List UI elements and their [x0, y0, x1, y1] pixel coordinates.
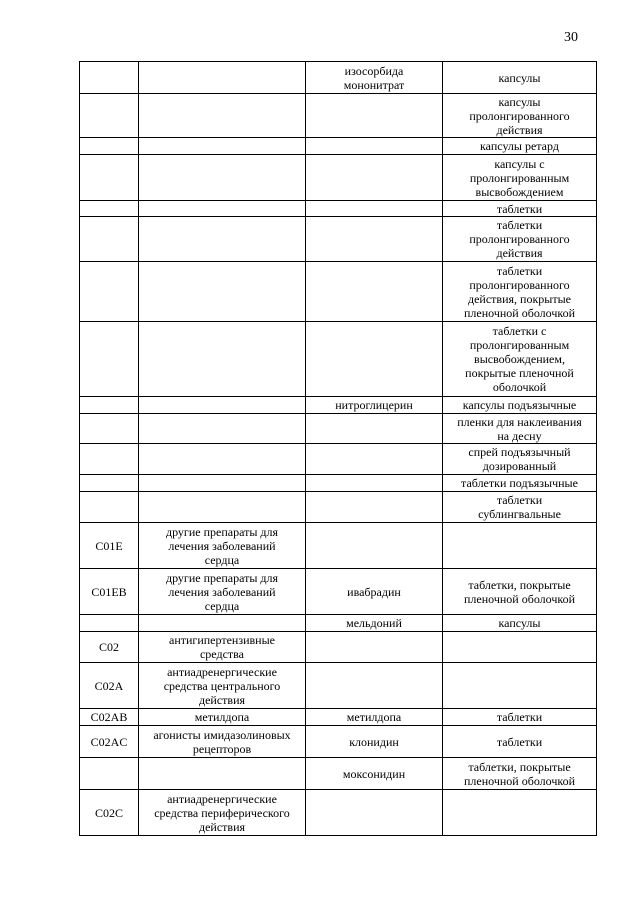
dosage-form-cell: [443, 663, 597, 709]
dosage-form-cell-text: капсулы ретард: [480, 139, 559, 153]
atc-code-cell: [80, 155, 139, 201]
dosage-form-cell: [443, 632, 597, 663]
dosage-form-cell-text: капсулы с пролонгированным высвобождением: [469, 156, 570, 199]
substance-cell: [306, 523, 443, 569]
dosage-form-cell-text: таблетки: [496, 201, 543, 216]
dosage-form-cell: [443, 475, 597, 492]
dosage-form-cell: [443, 138, 597, 155]
table-row: [80, 138, 597, 155]
table-row: [80, 94, 597, 138]
table-row: [80, 663, 597, 709]
dosage-form-cell-text: таблетки, покрытые пленочной оболочкой: [463, 577, 576, 606]
dosage-form-cell: [443, 414, 597, 444]
table-row: [80, 790, 597, 836]
group-name-cell: [139, 758, 306, 790]
dosage-form-cell: [443, 569, 597, 615]
group-name-cell: [139, 615, 306, 632]
atc-code-cell: [80, 138, 139, 155]
atc-code-cell: [80, 709, 139, 726]
atc-code-cell: [80, 492, 139, 523]
dosage-form-cell: [443, 758, 597, 790]
substance-cell: [306, 475, 443, 492]
group-name-cell: [139, 217, 306, 262]
group-name-cell: [139, 155, 306, 201]
substance-cell-text: мельдоний: [346, 616, 402, 630]
group-name-cell-text: другие препараты для лечения заболеваний сердца: [165, 570, 279, 613]
group-name-cell: [139, 709, 306, 726]
table-row: [80, 523, 597, 569]
group-name-cell: [139, 790, 306, 836]
table-row: [80, 632, 597, 663]
dosage-form-cell: [443, 492, 597, 523]
substance-cell: [306, 444, 443, 475]
group-name-cell: [139, 201, 306, 217]
substance-cell: [306, 322, 443, 397]
atc-code-cell-text: C02A: [94, 678, 124, 693]
substance-cell-text: метилдопа: [346, 710, 402, 724]
table-row: [80, 155, 597, 201]
dosage-form-cell: [443, 523, 597, 569]
atc-code-cell: [80, 94, 139, 138]
group-name-cell-text: антигипертензивные средства: [169, 633, 275, 661]
substance-cell: [306, 62, 443, 94]
atc-code-cell-text: C02AB: [90, 710, 128, 724]
dosage-form-cell: [443, 615, 597, 632]
group-name-cell: [139, 414, 306, 444]
atc-code-cell: [80, 663, 139, 709]
table-row: [80, 444, 597, 475]
dosage-form-cell: [443, 322, 597, 397]
dosage-form-cell: [443, 94, 597, 138]
group-name-cell-text: метилдопа: [194, 710, 250, 724]
table-row: [80, 726, 597, 758]
group-name-cell: [139, 94, 306, 138]
substance-cell: [306, 397, 443, 414]
dosage-form-cell: [443, 709, 597, 726]
group-name-cell: [139, 262, 306, 322]
dosage-form-cell-text: капсулы: [498, 616, 541, 630]
atc-code-cell: [80, 217, 139, 262]
atc-code-cell: [80, 632, 139, 663]
table-row: [80, 615, 597, 632]
substance-cell-text: ивабрадин: [347, 584, 401, 599]
table-row: [80, 758, 597, 790]
table-row: [80, 492, 597, 523]
table-row: [80, 397, 597, 414]
dosage-form-cell: [443, 62, 597, 94]
substance-cell-text: изосорбида мононитрат: [343, 63, 405, 92]
dosage-form-cell-text: таблетки пролонгированного действия: [469, 218, 570, 260]
group-name-cell: [139, 322, 306, 397]
group-name-cell: [139, 726, 306, 758]
dosage-form-cell-text: спрей подъязычный дозированный: [468, 445, 571, 473]
group-name-cell-text: антиадренергические средства периферического действия: [154, 791, 290, 834]
atc-code-cell: [80, 397, 139, 414]
dosage-form-cell: [443, 201, 597, 217]
group-name-cell-text: другие препараты для лечения заболеваний сердца: [165, 524, 279, 567]
dosage-form-cell: [443, 444, 597, 475]
dosage-form-cell-text: таблетки пролонгированного действия, покрытые пленочной оболочкой: [463, 263, 576, 320]
group-name-cell: [139, 492, 306, 523]
atc-code-cell: [80, 726, 139, 758]
group-name-cell: [139, 475, 306, 492]
group-name-cell: [139, 569, 306, 615]
substance-cell: [306, 663, 443, 709]
atc-code-cell: [80, 615, 139, 632]
table-row: [80, 709, 597, 726]
substance-cell: [306, 569, 443, 615]
table-row: [80, 569, 597, 615]
dosage-form-cell-text: таблетки с пролонгированным высвобождением, покрытые пленочной оболочкой: [465, 324, 574, 394]
dosage-form-cell-text: таблетки, покрытые пленочной оболочкой: [463, 759, 576, 788]
atc-code-cell: [80, 444, 139, 475]
atc-code-cell: [80, 790, 139, 836]
table-row: [80, 262, 597, 322]
dosage-form-cell: [443, 217, 597, 262]
dosage-form-cell: [443, 155, 597, 201]
atc-code-cell: [80, 569, 139, 615]
atc-code-cell: [80, 62, 139, 94]
substance-cell: [306, 414, 443, 444]
dosage-form-cell: [443, 726, 597, 758]
group-name-cell: [139, 138, 306, 155]
group-name-cell-text: антиадренергические средства центрального действия: [163, 664, 281, 707]
atc-code-cell-text: C01E: [95, 538, 123, 553]
group-name-cell-text: агонисты имидазолиновых рецепторов: [153, 727, 291, 756]
dosage-form-cell-text: таблетки: [496, 734, 543, 749]
group-name-cell: [139, 632, 306, 663]
group-name-cell: [139, 523, 306, 569]
group-name-cell: [139, 397, 306, 414]
table-row: [80, 475, 597, 492]
substance-cell: [306, 615, 443, 632]
dosage-form-cell-text: капсулы подъязычные: [462, 398, 577, 412]
page-number: 30: [564, 30, 578, 45]
dosage-form-cell-text: капсулы пролонгированного действия: [469, 94, 570, 137]
substance-cell: [306, 726, 443, 758]
substance-cell: [306, 262, 443, 322]
substance-cell: [306, 217, 443, 262]
atc-code-cell: [80, 322, 139, 397]
dosage-form-cell: [443, 262, 597, 322]
table-row: [80, 62, 597, 94]
group-name-cell: [139, 62, 306, 94]
table-row: [80, 414, 597, 444]
substance-cell: [306, 155, 443, 201]
atc-code-cell: [80, 475, 139, 492]
substance-cell: [306, 94, 443, 138]
substance-cell: [306, 492, 443, 523]
atc-code-cell: [80, 201, 139, 217]
atc-code-cell-text: C02AC: [90, 734, 128, 749]
table-row: [80, 322, 597, 397]
substance-cell-text: моксонидин: [342, 766, 406, 781]
atc-code-cell-text: C01EB: [91, 584, 127, 599]
atc-code-cell: [80, 523, 139, 569]
table-row: [80, 217, 597, 262]
dosage-form-cell: [443, 397, 597, 414]
substance-cell: [306, 138, 443, 155]
substance-cell: [306, 201, 443, 217]
dosage-form-cell-text: таблетки сублингвальные: [478, 493, 561, 521]
substance-cell: [306, 632, 443, 663]
atc-code-cell: [80, 262, 139, 322]
atc-code-cell: [80, 758, 139, 790]
group-name-cell: [139, 663, 306, 709]
group-name-cell: [139, 444, 306, 475]
atc-code-cell-text: C02: [98, 640, 119, 654]
dosage-form-cell-text: капсулы: [498, 70, 541, 85]
substance-cell: [306, 709, 443, 726]
atc-code-cell: [80, 414, 139, 444]
table-body: [80, 62, 597, 836]
dosage-form-cell: [443, 790, 597, 836]
dosage-form-cell-text: пленки для наклеивания на десну: [457, 414, 582, 443]
substance-cell-text: клонидин: [349, 734, 399, 749]
dosage-form-cell-text: таблетки подъязычные: [461, 476, 578, 490]
table-row: [80, 201, 597, 217]
substance-cell: [306, 758, 443, 790]
drug-table: [79, 61, 597, 836]
substance-cell: [306, 790, 443, 836]
substance-cell-text: нитроглицерин: [335, 398, 413, 412]
dosage-form-cell-text: таблетки: [496, 710, 543, 724]
atc-code-cell-text: C02C: [94, 805, 123, 820]
